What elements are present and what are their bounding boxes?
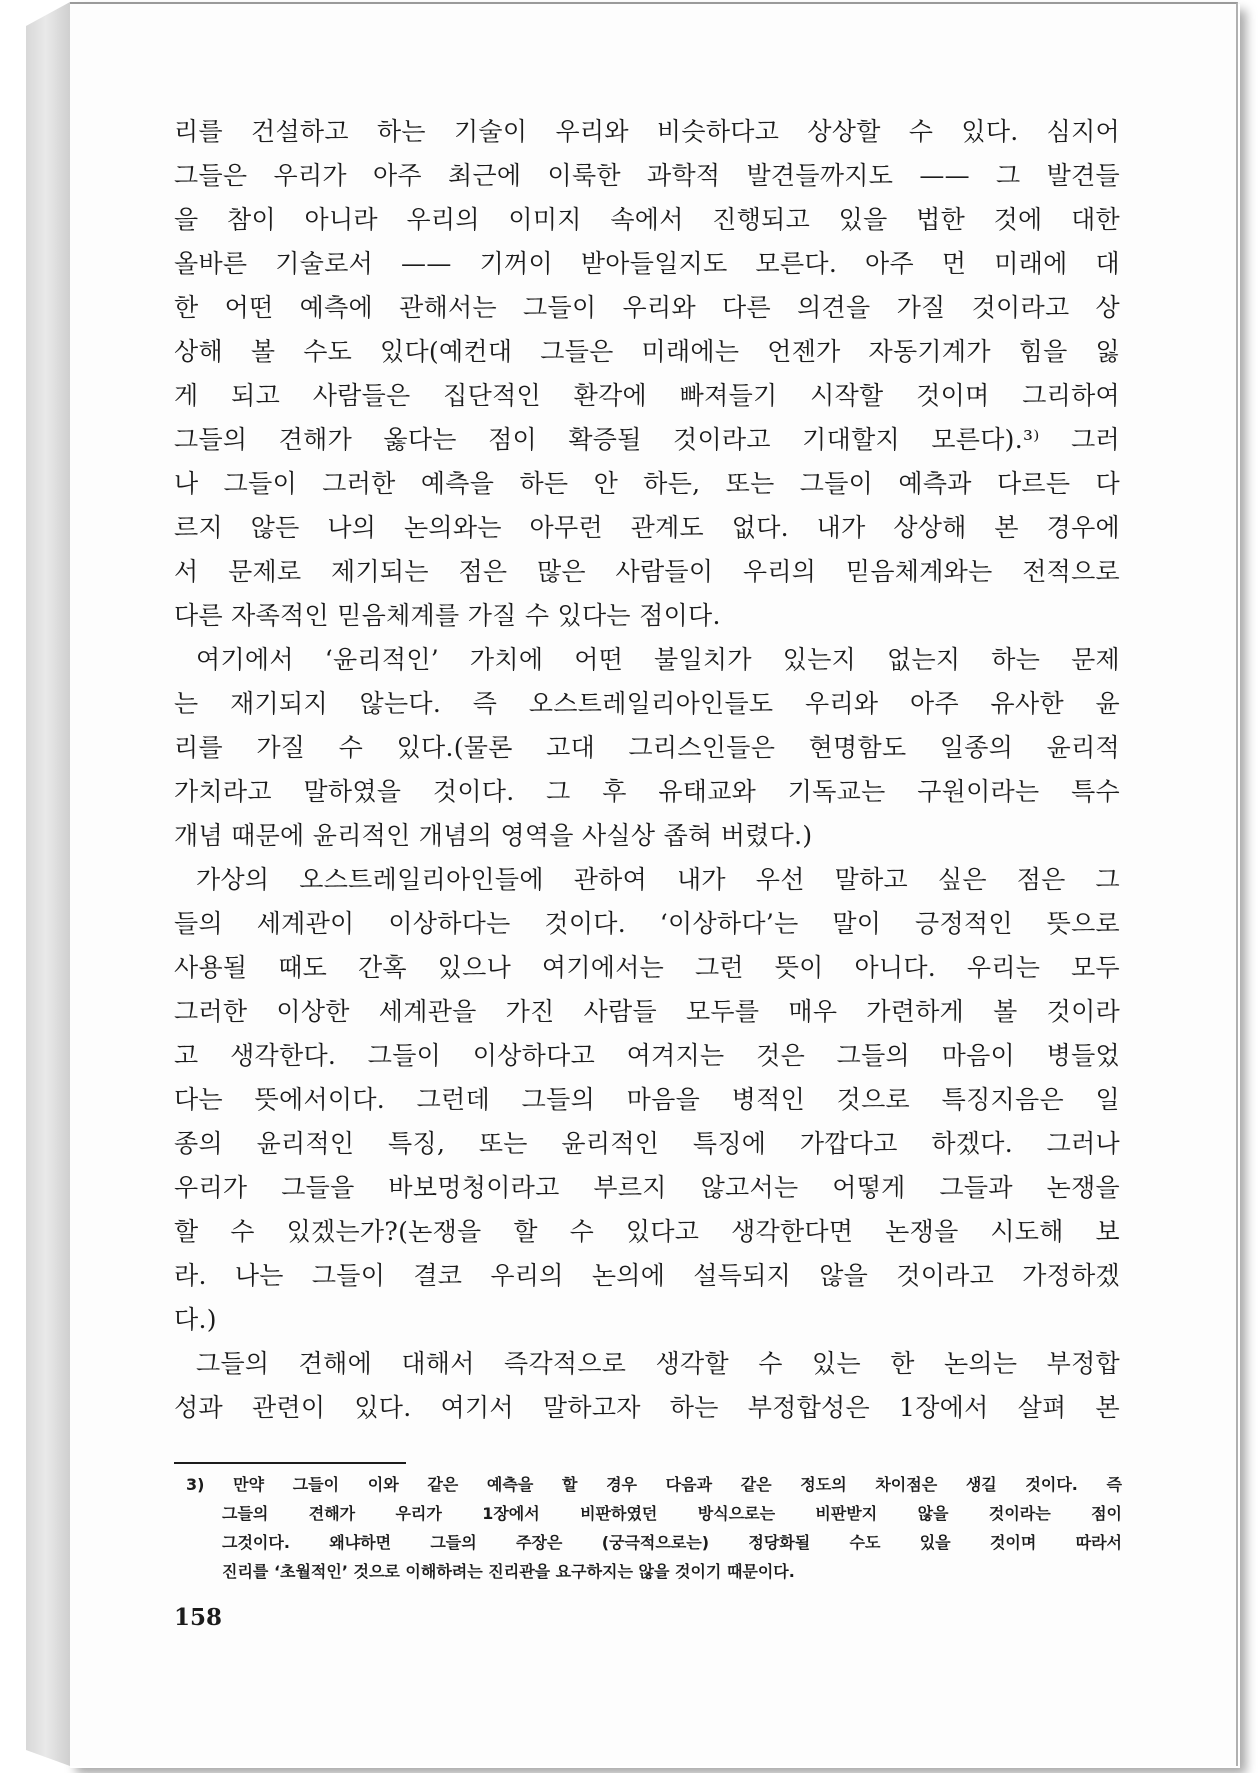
body-line: 게 되고 사람들은 집단적인 환각에 빠져들기 시작할 것이며 그리하여 xyxy=(174,381,1120,410)
body-line: 고 생각한다. 그들이 이상하다고 여겨지는 것은 그들의 마음이 병들었 xyxy=(174,1041,1120,1070)
body-line: 는 재기되지 않는다. 즉 오스트레일리아인들도 우리와 아주 유사한 윤 xyxy=(174,689,1120,718)
body-line: 르지 않든 나의 논의와는 아무런 관계도 없다. 내가 상상해 본 경우에 xyxy=(174,513,1120,542)
body-line: 개념 때문에 윤리적인 개념의 영역을 사실상 좁혀 버렸다.) xyxy=(174,821,813,850)
body-line: 다는 뜻에서이다. 그런데 그들의 마음을 병적인 것으로 특징지음은 일 xyxy=(174,1085,1120,1114)
body-line: 그들의 견해가 옳다는 점이 확증될 것이라고 기대할지 모른다).³⁾ 그러 xyxy=(174,425,1120,454)
body-line: 가치라고 말하였을 것이다. 그 후 유태교와 기독교는 구원이라는 특수 xyxy=(174,777,1120,806)
body-line: 그들은 우리가 아주 최근에 이룩한 과학적 발견들까지도 —— 그 발견들 xyxy=(174,161,1120,190)
footnote-line: 그들의 견해가 우리가 1장에서 비판하였던 방식으로는 비판받지 않을 것이라는 점이 xyxy=(222,1504,1122,1523)
paragraph-first-line: 그들의 견해에 대해서 즉각적으로 생각할 수 있는 한 논의는 부정합 xyxy=(196,1349,1120,1378)
body-line: 사용될 때도 간혹 있으나 여기에서는 그런 뜻이 아니다. 우리는 모두 xyxy=(174,953,1120,982)
body-line: 할 수 있겠는가?(논쟁을 할 수 있다고 생각한다면 논쟁을 시도해 보 xyxy=(174,1217,1120,1246)
page-number: 158 xyxy=(174,1604,223,1631)
body-line: 성과 관련이 있다. 여기서 말하고자 하는 부정합성은 1장에서 살펴 본 xyxy=(174,1393,1120,1422)
body-line: 리를 건설하고 하는 기술이 우리와 비슷하다고 상상할 수 있다. 심지어 xyxy=(174,117,1120,146)
body-line: 종의 윤리적인 특징, 또는 윤리적인 특징에 가깝다고 하겠다. 그러나 xyxy=(174,1129,1120,1158)
footnote-line: 진리를 ‘초월적인’ 것으로 이해하려는 진리관을 요구하지는 않을 것이기 때문이다. xyxy=(222,1562,795,1581)
body-line: 을 참이 아니라 우리의 이미지 속에서 진행되고 있을 법한 것에 대한 xyxy=(174,205,1120,234)
body-line: 올바른 기술로서 —— 기꺼이 받아들일지도 모른다. 아주 먼 미래에 대 xyxy=(174,249,1120,278)
footnote xyxy=(186,1470,1122,1586)
paragraph-first-line: 가상의 오스트레일리아인들에 관하여 내가 우선 말하고 싶은 점은 그 xyxy=(196,865,1120,894)
body-line: 라. 나는 그들이 결코 우리의 논의에 설득되지 않을 것이라고 가정하겠 xyxy=(174,1261,1120,1290)
body-line: 한 어떤 예측에 관해서는 그들이 우리와 다른 의견을 가질 것이라고 상 xyxy=(174,293,1120,322)
body-line: 우리가 그들을 바보멍청이라고 부르지 않고서는 어떻게 그들과 논쟁을 xyxy=(174,1173,1120,1202)
body-line: 다른 자족적인 믿음체계를 가질 수 있다는 점이다. xyxy=(174,601,721,630)
body-line: 들의 세계관이 이상하다는 것이다. ‘이상하다’는 말이 긍정적인 뜻으로 xyxy=(174,909,1120,938)
body-line: 서 문제로 제기되는 점은 많은 사람들이 우리의 믿음체계와는 전적으로 xyxy=(174,557,1120,586)
body-line: 상해 볼 수도 있다(예컨대 그들은 미래에는 언젠가 자동기계가 힘을 잃 xyxy=(174,337,1120,366)
body-line: 나 그들이 그러한 예측을 하든 안 하든, 또는 그들이 예측과 다르든 다 xyxy=(174,469,1120,498)
footnote-line: 3) 만약 그들이 이와 같은 예측을 할 경우 다음과 같은 정도의 차이점은 생길 것이다. 즉 xyxy=(186,1475,1122,1494)
body-line: 그러한 이상한 세계관을 가진 사람들 모두를 매우 가련하게 볼 것이라 xyxy=(174,997,1120,1026)
footnote-rule xyxy=(174,1462,406,1464)
paragraph-first-line: 여기에서 ‘윤리적인’ 가치에 어떤 불일치가 있는지 없는지 하는 문제 xyxy=(196,645,1120,674)
body-line: 리를 가질 수 있다.(물론 고대 그리스인들은 현명함도 일종의 윤리적 xyxy=(174,733,1120,762)
book-spine xyxy=(26,2,70,1766)
body-text xyxy=(174,110,1120,1430)
body-line: 다.) xyxy=(174,1305,217,1334)
footnote-line: 그것이다. 왜냐하면 그들의 주장은 (궁극적으로는) 정당화될 수도 있을 것이며 따라서 xyxy=(222,1533,1122,1552)
